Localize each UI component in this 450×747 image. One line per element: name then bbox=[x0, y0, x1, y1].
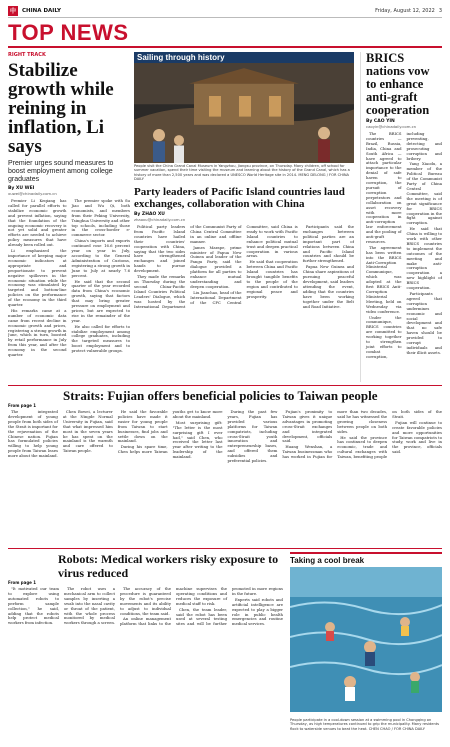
paragraph: Fujian's proximity to Taiwan gives it unique advantages in promoting cross-Strait exchanges and integrated development, officials said. bbox=[282, 409, 333, 444]
robots-from-page: From page 1 bbox=[8, 580, 37, 585]
paragraph: The premier spoke with Su Jiao and Wu Qi, both economists, and members from their Peking University, Tsinghua University and other top schools, including those in the cross-border e-commerce sector. bbox=[71, 198, 130, 238]
strait-story-body bbox=[8, 410, 442, 540]
lead-story bbox=[8, 52, 130, 382]
robots-story bbox=[8, 552, 283, 742]
paragraph: The robot uses a mechanical arm to collect samples by inserting a swab into the nasal cavity or throat of the patient, with the whole process monitored by medical workers through a screen. bbox=[64, 586, 115, 626]
paragraph: Papua New Guinea and China share aspirations of pursuing peaceful development, said leaders attending the event, adding that the countries have been working together under the Belt and Road Initiative. bbox=[302, 264, 354, 309]
paragraph: The agreement has been written into the BRICS Anti-Corruption Ministerial Communique, which was adopted at the first BRICS Anti-Corruption Ministerial Meeting, held on Wednesday via video conference. bbox=[366, 244, 402, 314]
paragraph: Huang Wenshan, a Taiwan businessman who has worked in Fujian for more than two decades, said he has witnessed the growing closeness between people on both sides. bbox=[282, 409, 388, 460]
lead-story-body bbox=[8, 199, 130, 382]
paragraph: During his spare time, Chen helps more Taiwan youths get to know more about the mainland. bbox=[117, 409, 223, 455]
page-number: 3 bbox=[438, 7, 442, 14]
photo-feature-caption: People visit the China Grand Canal Museum in Yangzhou, Jiangsu province, on Thursday. Many children, off school for summer vacation, spend their time visiting the museum and learning about the history of the Grand Canal, which has a history of more than 2,500 years and was declared a UNESCO World Heritage site in 2014. MENG DELONG / FOR CHINA DAILY bbox=[134, 164, 350, 182]
canal-museum-photo[interactable] bbox=[134, 63, 354, 163]
paragraph: James Marape, prime minister of Papua New Guinea and leader of the Pangu Party, said the dialogue provided a platform for all parties to enhance mutual understanding and deepen cooperation. bbox=[190, 244, 242, 289]
photo-feature bbox=[134, 52, 354, 160]
lead-story-deck: Premier urges sound measures to boost employment among college graduates bbox=[8, 160, 114, 183]
party-story-body bbox=[134, 225, 354, 382]
paragraph: China's imports and exports continued rose 16.6 percent year on year in July, according to the General Administration of Customs, registering a strong growth in June to July at nearly 7.6 percent. bbox=[71, 238, 130, 278]
photo-feature-header[interactable]: Sailing through history bbox=[134, 52, 354, 63]
taking-break-caption: People participate in a cool-down session at a swimming pool in Chongqing on Thursday, as high temperatures continued to grip the municipality. Many residents flock to waterside venues to beat the heat. CHEN CHAO / FOR CHINA DAILY bbox=[290, 718, 440, 731]
paragraph: Most surprising gift: "The letter is the most surprising gift I ever had," said Chen, who received the letter last year after writing to the leadership of the mainland. bbox=[172, 419, 223, 460]
pool-photo[interactable] bbox=[290, 567, 442, 712]
paragraph: He said that cooperation between China and Pacific Island countries has brought tangible benefits to the people of the region and contributed to regional peace and prosperity. bbox=[246, 259, 298, 299]
brics-story-email[interactable]: caoyin@chinadaily.com.cn bbox=[366, 124, 417, 129]
paper-name: CHINA DAILY bbox=[22, 7, 61, 14]
lead-story-headline[interactable]: Stabilize growth while reining in inflation, Li says bbox=[8, 60, 114, 157]
paragraph: "It motivated our team to explore using automated robots to perform sample collection," he said, adding that the robots help protect medical workers from infection. bbox=[8, 586, 59, 626]
paragraph: Yang Xiaodu, a member of the Political Bureau of the Communist Party of China Central Committee, said the meeting is of great significance for BRICS cooperation in the fight against corruption. bbox=[406, 161, 442, 226]
paragraph: Premier Li Keqiang has called for parallel efforts to stabilize economic growth and prevent inflation, saying that the foundation of the ongoing economic recovery is not yet solid and greater efforts are needed to achieve policy measures that have already been rolled out. bbox=[8, 198, 67, 248]
paragraph: Chen Bowei, a lecturer at the Ningde Normal University in Fujian, said that what impressed him most in the seven years he has spent on the mainland is the warmth and care offered to Taiwan people. bbox=[62, 409, 113, 454]
paragraph: He also called for efforts to stabilize employment among college graduates, including the targeted measures to boost employment and to protect vulnerable groups. bbox=[71, 323, 130, 354]
robots-story-body bbox=[8, 587, 283, 742]
brics-story-byline: By CAO YIN bbox=[366, 119, 395, 124]
paragraph: Li emphasized the importance of keeping major economic indicators at appropriate and proportionate to prevent negative spillovers in the economic situation while the economy was stimulated by targeted and bottom-line policies on the performance of the economy in the third quarter. bbox=[8, 248, 67, 308]
paragraph: Liu Jianchao, head of the International Department of the CPC Central Committee, said China is ready to work with Pacific Island countries to enhance political mutual trust and deepen practical cooperation in various areas. bbox=[190, 224, 298, 305]
strait-story-headline[interactable]: Straits: Fujian offers beneficial policies to Taiwan people bbox=[63, 388, 378, 403]
paragraph: Participants said the exchanges between political parties are an important part of relations between China and Pacific Island countries and should be further strengthened. bbox=[302, 224, 354, 264]
paragraph: During the past few years, Fujian has provided various platforms for Taiwan compatriots, including cross-Strait youth innovation and entrepreneurship bases, and offered them subsidies and preferential policies. bbox=[227, 409, 278, 464]
paragraph: An online management platform that links to the machine supervises the operating conditions and reduces the exposure of medical staff to risk. bbox=[120, 586, 227, 627]
paragraph: He said that the second quarter of the year recorded data from China's economic growth, saying that factors that may bring greater pressure on employment and prices, but are expected to rise in the remainder of the year. bbox=[71, 278, 130, 323]
paragraph: He said the province has continued to deepen economic, trade and cultural exchanges with Taiwan, benefiting people on both sides of the Strait. bbox=[337, 409, 442, 460]
section-rule-bottom bbox=[8, 548, 442, 549]
party-story-email[interactable]: zhaoxu@chinadaily.com.cn bbox=[134, 217, 186, 222]
taking-break-title[interactable]: Taking a cool break bbox=[290, 552, 442, 565]
paragraph: The integrated development of young people from both sides of the Strait is important for the rejuvenation of the Chinese nation. Fujian has formulated policies willing to help young people from Taiwan learn more about the mainland. bbox=[8, 409, 58, 459]
paragraph: The BRICS countries — Brazil, Russia, India, China and South Africa — have agreed to attach particular importance to the denial of safe haven to corruption, the pursuit of corruption perpetrators and collaboration on asset recovery with more cooperation in anti-corruption law enforcement and the pooling of anti-graft resources. bbox=[366, 131, 402, 244]
party-story-headline[interactable]: Party leaders of Pacific Island countries laud exchanges, collaboration with China bbox=[134, 186, 345, 210]
paragraph: Political party leaders from Pacific Island countries have hailed their countries' cooperation with China, saying that the two sides have strengthened exchanges and joined hands to pursue development. bbox=[134, 224, 186, 274]
paragraph: They made the remarks on Thursday during the second China-Pacific Island Countries Political Leaders' Dialogue, which was hosted by the International Department of the Communist Party of China Central Committee in an online and offline manner. bbox=[134, 224, 242, 309]
paragraph: Fujian will continue to create favorable policies and more opportunities for Taiwan compatriots to study, work and live in the province, officials said. bbox=[392, 419, 442, 455]
section-rule-middle bbox=[8, 385, 442, 386]
brics-story bbox=[360, 52, 442, 382]
paragraph: Under the communique, BRICS countries are committed to working together to strengthen joint efforts to combat corruption, including preventing, detecting and prosecuting corruption and bribery. bbox=[366, 131, 442, 359]
lead-story-byline: By XU WEI bbox=[8, 186, 35, 191]
paragraph: He said that China is willing to work with other BRICS countries to implement the outcomes of the meeting and make anti-corruption cooperation a new highlight of BRICS cooperation. bbox=[406, 226, 442, 291]
paragraph: Chen, the team leader, said the robot has been used at several testing sites and will be further promoted in more regions in the future. bbox=[176, 586, 283, 627]
section-divider bbox=[8, 46, 442, 48]
issue-date: Friday, August 12, 2022 bbox=[375, 7, 435, 14]
paragraph: He said the favorable policies have made it easier for young people from Taiwan to start businesses, find jobs and settle down on the mainland. bbox=[117, 409, 168, 444]
masthead bbox=[8, 4, 442, 18]
lead-story-email[interactable]: xuwei@chinadaily.com.cn bbox=[8, 191, 57, 196]
paragraph: His remarks came at a number of economic data came from recent decline in economic growth and prices, registering a strong growth in June, which in turn, boosted by retail performance in July from this year, and after the economy in the second quarter. bbox=[8, 307, 67, 358]
brics-story-body bbox=[366, 132, 442, 382]
robots-story-headline[interactable]: Robots: Medical workers risky exposure to virus reduced bbox=[58, 552, 279, 580]
paragraph: The accuracy of the procedure is guaranteed by the robot's precise movements and its ability to adjust to individual conditions, the team said. bbox=[120, 586, 171, 616]
paragraph: Experts said robots and artificial intelligence are expected to play a bigger role in public health emergencies and routine medical services. bbox=[232, 596, 283, 627]
party-story-byline: By ZHAO XU bbox=[134, 212, 165, 217]
taking-break-feature bbox=[290, 552, 442, 742]
section-title: TOP NEWS bbox=[8, 20, 129, 45]
newspaper-logo: 中 bbox=[8, 6, 18, 16]
brics-story-headline[interactable]: BRICS nations vow to enhance anti-graft cooperation bbox=[366, 52, 430, 117]
lead-story-kicker: RIGHT TRACK bbox=[8, 52, 46, 58]
strait-from-page: From page 1 bbox=[8, 403, 37, 408]
paragraph: Participants agreed that corruption undermines economic and social development and that no safe haven should be provided to corrupt individuals and their illicit assets. bbox=[406, 291, 442, 355]
party-leaders-story bbox=[134, 186, 354, 382]
strait-story bbox=[8, 388, 442, 544]
